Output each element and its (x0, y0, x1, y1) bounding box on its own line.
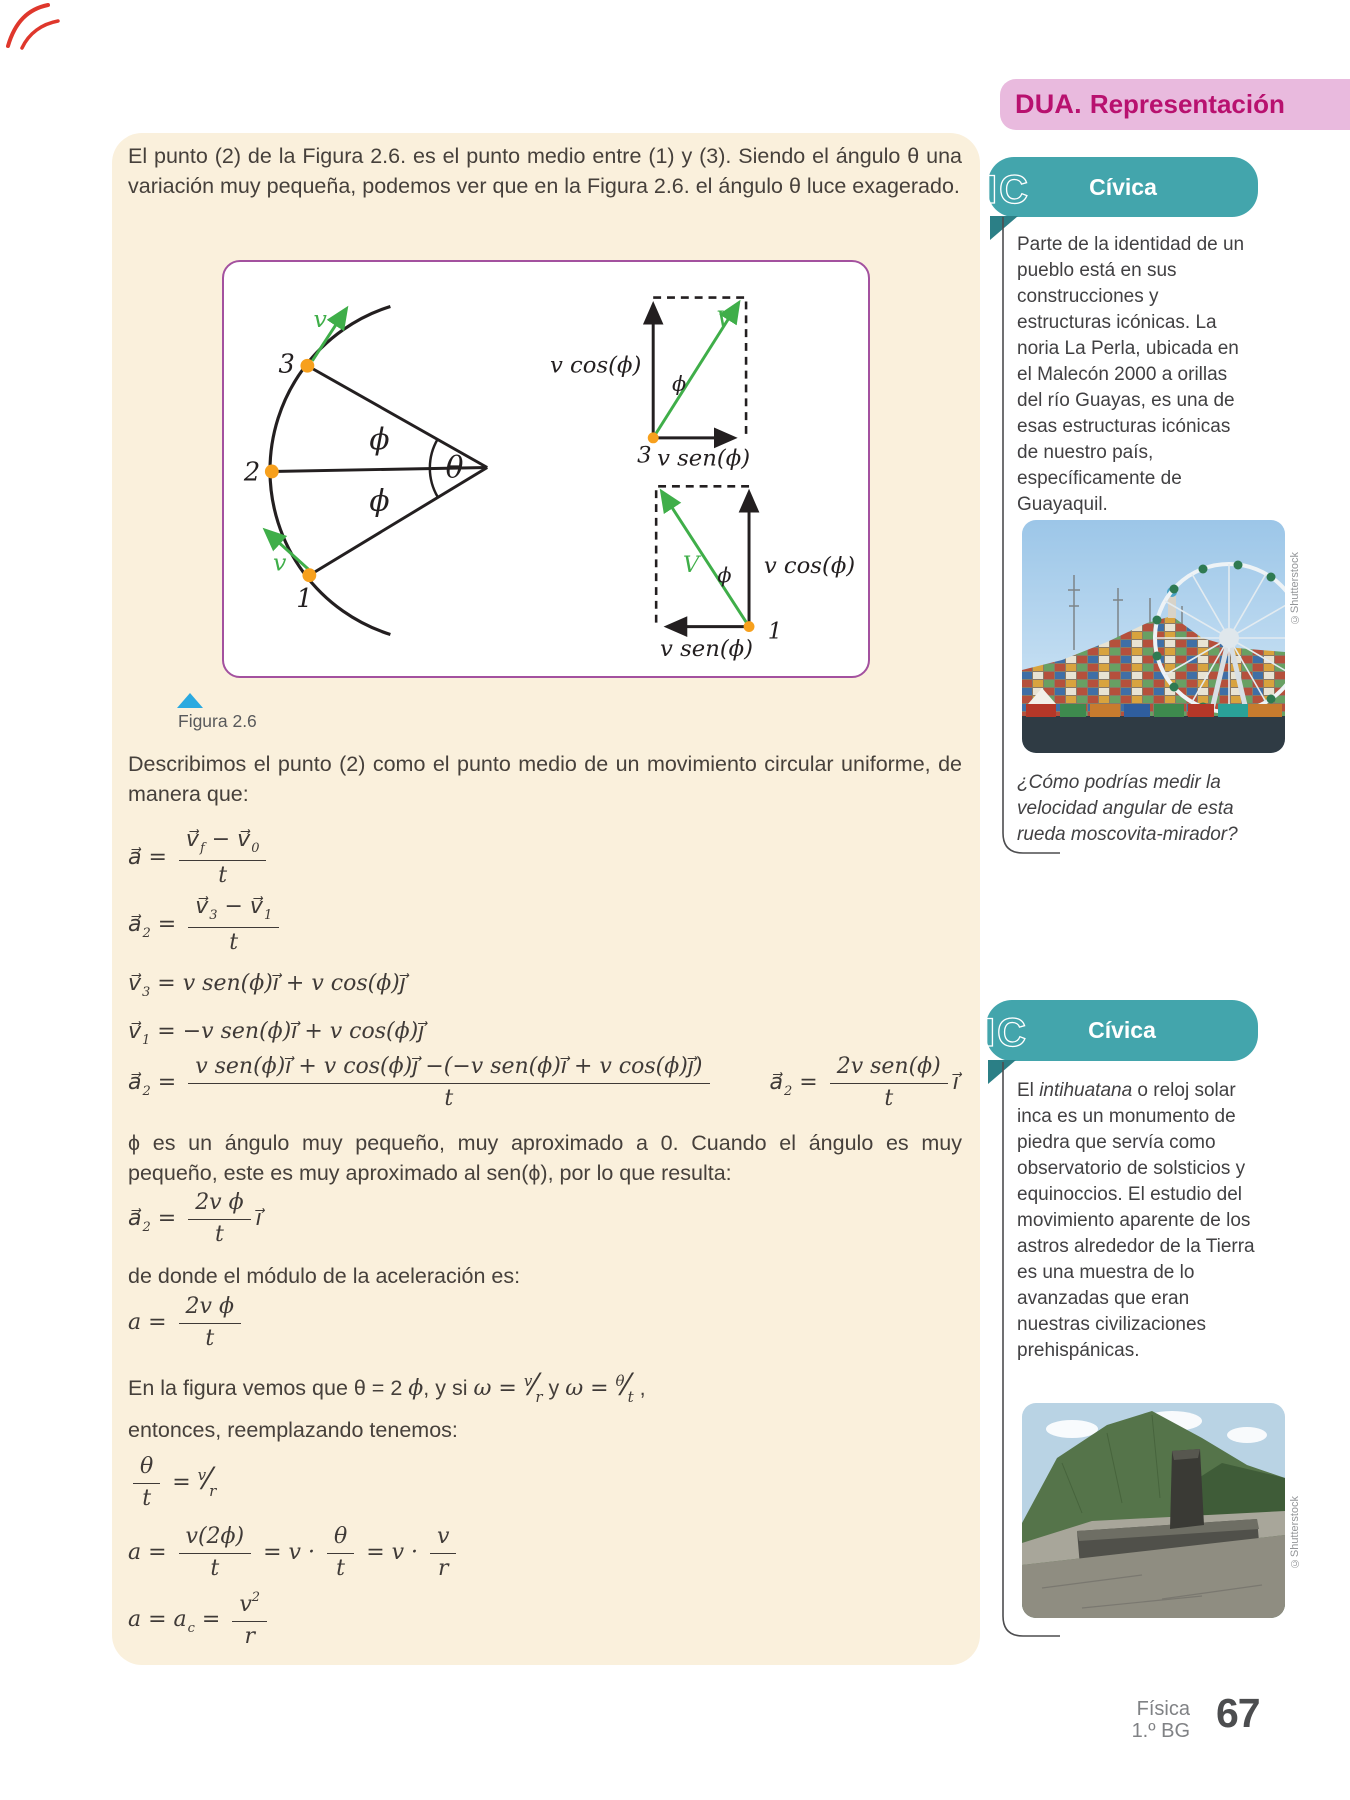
civica-2-body-term: intihuatana (1039, 1080, 1133, 1101)
paragraph-figure-relation: En la figura vemos que θ = 2 ϕ, y si $\omega = ^v⁄_r$ y $\omega = ^\theta⁄_t$ , (128, 1368, 646, 1406)
equation-a2-expanded: $a⃗_2$ = $\frac{\text{v sen(ϕ)i⃗ + v cos(ϕ)j⃗ −(−v sen(ϕ)i⃗ + v cos(ϕ)j⃗)}}{t}$ (128, 1055, 715, 1111)
label-phi-1: ϕ (717, 563, 732, 588)
photo-credit-1: ©Shutterstock (1289, 552, 1301, 626)
figure-2-6 (222, 260, 870, 678)
label-3-small: 3 (637, 442, 652, 469)
civica-1-caption: ¿Cómo podrías medir la velocidad angular de esta rueda moscovita-mirador? (1017, 772, 1238, 845)
dua-tag-prefix: DUA. (1015, 89, 1082, 119)
label-phi-3: ϕ (671, 371, 687, 396)
civica-2-body-rest: o reloj solar inca es un monumento de piedra que servía como observatorio de solsticios y equinoccios. El estudio del movimiento aparente de los astros alrededor de la Tierra es una muestra de lo avanzadas que eran nuestras civilizaciones prehispánicas. (1017, 1080, 1255, 1361)
decomposition-point-1 (656, 486, 855, 662)
equation-a-chain: a = $\frac{v(2\phi)}{t}$ = v · $\frac{\theta}{t}$ = v · $\frac{v}{r}$ (128, 1525, 461, 1581)
label-vsen-1: v sen(ϕ) (660, 636, 754, 663)
figure-2-6-diagram (224, 262, 867, 675)
label-V-1: V (682, 552, 700, 579)
main-content-card (112, 133, 980, 1665)
civica-1-title: Cívica (1089, 173, 1157, 200)
footer-course: Física (1136, 1698, 1190, 1720)
label-point-3: 3 (278, 349, 295, 380)
label-phi-lower: ϕ (369, 482, 390, 518)
equation-v3: $v⃗_3 = v$ sen(ϕ)i⃗ + v cos(ϕ)j⃗ (128, 971, 406, 1000)
label-theta: θ (445, 449, 464, 485)
point-1-dot (302, 568, 316, 582)
equation-a-module: a = $\frac{\text{2v ϕ}}{t}$ (128, 1295, 246, 1351)
label-point-2: 2 (243, 457, 261, 488)
label-V-3: V (716, 307, 733, 334)
paragraph-intro: El punto (2) de la Figura 2.6. es el punto medio entre (1) y (3). Siendo el ángulo θ una variación muy pequeña, podemos ver que en la Figura 2.6. el ángulo θ luce exagerado. (128, 144, 962, 198)
dua-representation-tag (1000, 79, 1350, 130)
label-point-1: 1 (296, 583, 313, 614)
equation-theta-t: $\frac{\theta}{t}$ = $^v⁄_r$ (128, 1455, 216, 1511)
civica-2-body-prefix: El (1017, 1080, 1040, 1101)
equation-v1: $v⃗_1 = -v$ sen(ϕ)i⃗ + v cos(ϕ)j⃗ (128, 1019, 425, 1048)
svg-text:IC: IC (986, 168, 1030, 212)
civica-2-body (1017, 1078, 1255, 1364)
equation-a2-phi: $a⃗_2$ = $\frac{\text{2v ϕ}}{t}$ i⃗ (128, 1190, 262, 1247)
figure-marker-triangle (177, 693, 203, 708)
decomposition-point-3 (550, 298, 750, 472)
label-v-bottom: v (273, 548, 287, 577)
point-2-dot (265, 465, 279, 479)
figure-caption: Figura 2.6 (178, 711, 257, 731)
dua-tag-label: Representación (1089, 89, 1285, 119)
paragraph-describe: Describimos el punto (2) como el punto medio de un movimiento circular uniforme, de manera que: (128, 752, 962, 806)
paragraph-replace: entonces, reemplazando tenemos: (128, 1418, 458, 1442)
intihuatana-photo (1022, 1403, 1285, 1618)
ic-logo (982, 166, 1056, 214)
equation-row-a2 (128, 1055, 959, 1111)
civica-2-title: Cívica (1088, 1017, 1156, 1043)
equation-centripetal: $a = a_c$ = $\frac{v^2}{r}$ (128, 1591, 272, 1649)
civica-1-body: Parte de la identidad de un pueblo está en sus construcciones y estructuras icónicas. La noria La Perla, ubicada en el Malecón 2000 a orillas del río Guayas, es una de esas estructuras icónicas de nuestro país, específicamente de Guayaquil. (1017, 234, 1245, 515)
photo-credit-2: ©Shutterstock (1289, 1496, 1301, 1570)
label-phi-upper: ϕ (369, 421, 390, 457)
label-vsen-3: v sen(ϕ) (657, 445, 751, 472)
label-vcos-1: v cos(ϕ) (763, 553, 856, 580)
page-number: 67 (1216, 1690, 1260, 1736)
svg-text:IC: IC (984, 1011, 1028, 1055)
ferris-wheel-photo (1022, 520, 1285, 753)
label-vcos-3: v cos(ϕ) (549, 352, 642, 379)
corner-mark (2, 0, 76, 52)
equation-a2-simplified: $a⃗_2$ = $\frac{\text{2v sen(ϕ)}}{t}$ i⃗ (769, 1054, 959, 1111)
point-3-dot (300, 359, 314, 373)
paragraph-module: de donde el módulo de la aceleración es: (128, 1264, 521, 1288)
velocity-arrows (266, 309, 346, 569)
paragraph-small-angle: ϕ es un ángulo muy pequeño, muy aproximado a 0. Cuando el ángulo es muy pequeño, este es muy aproximado al sen(ϕ), por lo que resulta: (128, 1131, 962, 1185)
equation-a: a⃗ = $\frac{v⃗_f - v⃗_0}{t}$ (128, 828, 271, 888)
footer-grade: 1.º BG (1131, 1720, 1190, 1742)
label-v-top: v (313, 305, 327, 334)
label-1-small: 1 (767, 618, 783, 645)
ic-logo-2 (980, 1009, 1054, 1057)
footer-course-block (1095, 1698, 1190, 1742)
equation-a2: $a⃗_2$ = $\frac{v⃗_3 - v⃗_1}{t}$ (128, 895, 284, 955)
